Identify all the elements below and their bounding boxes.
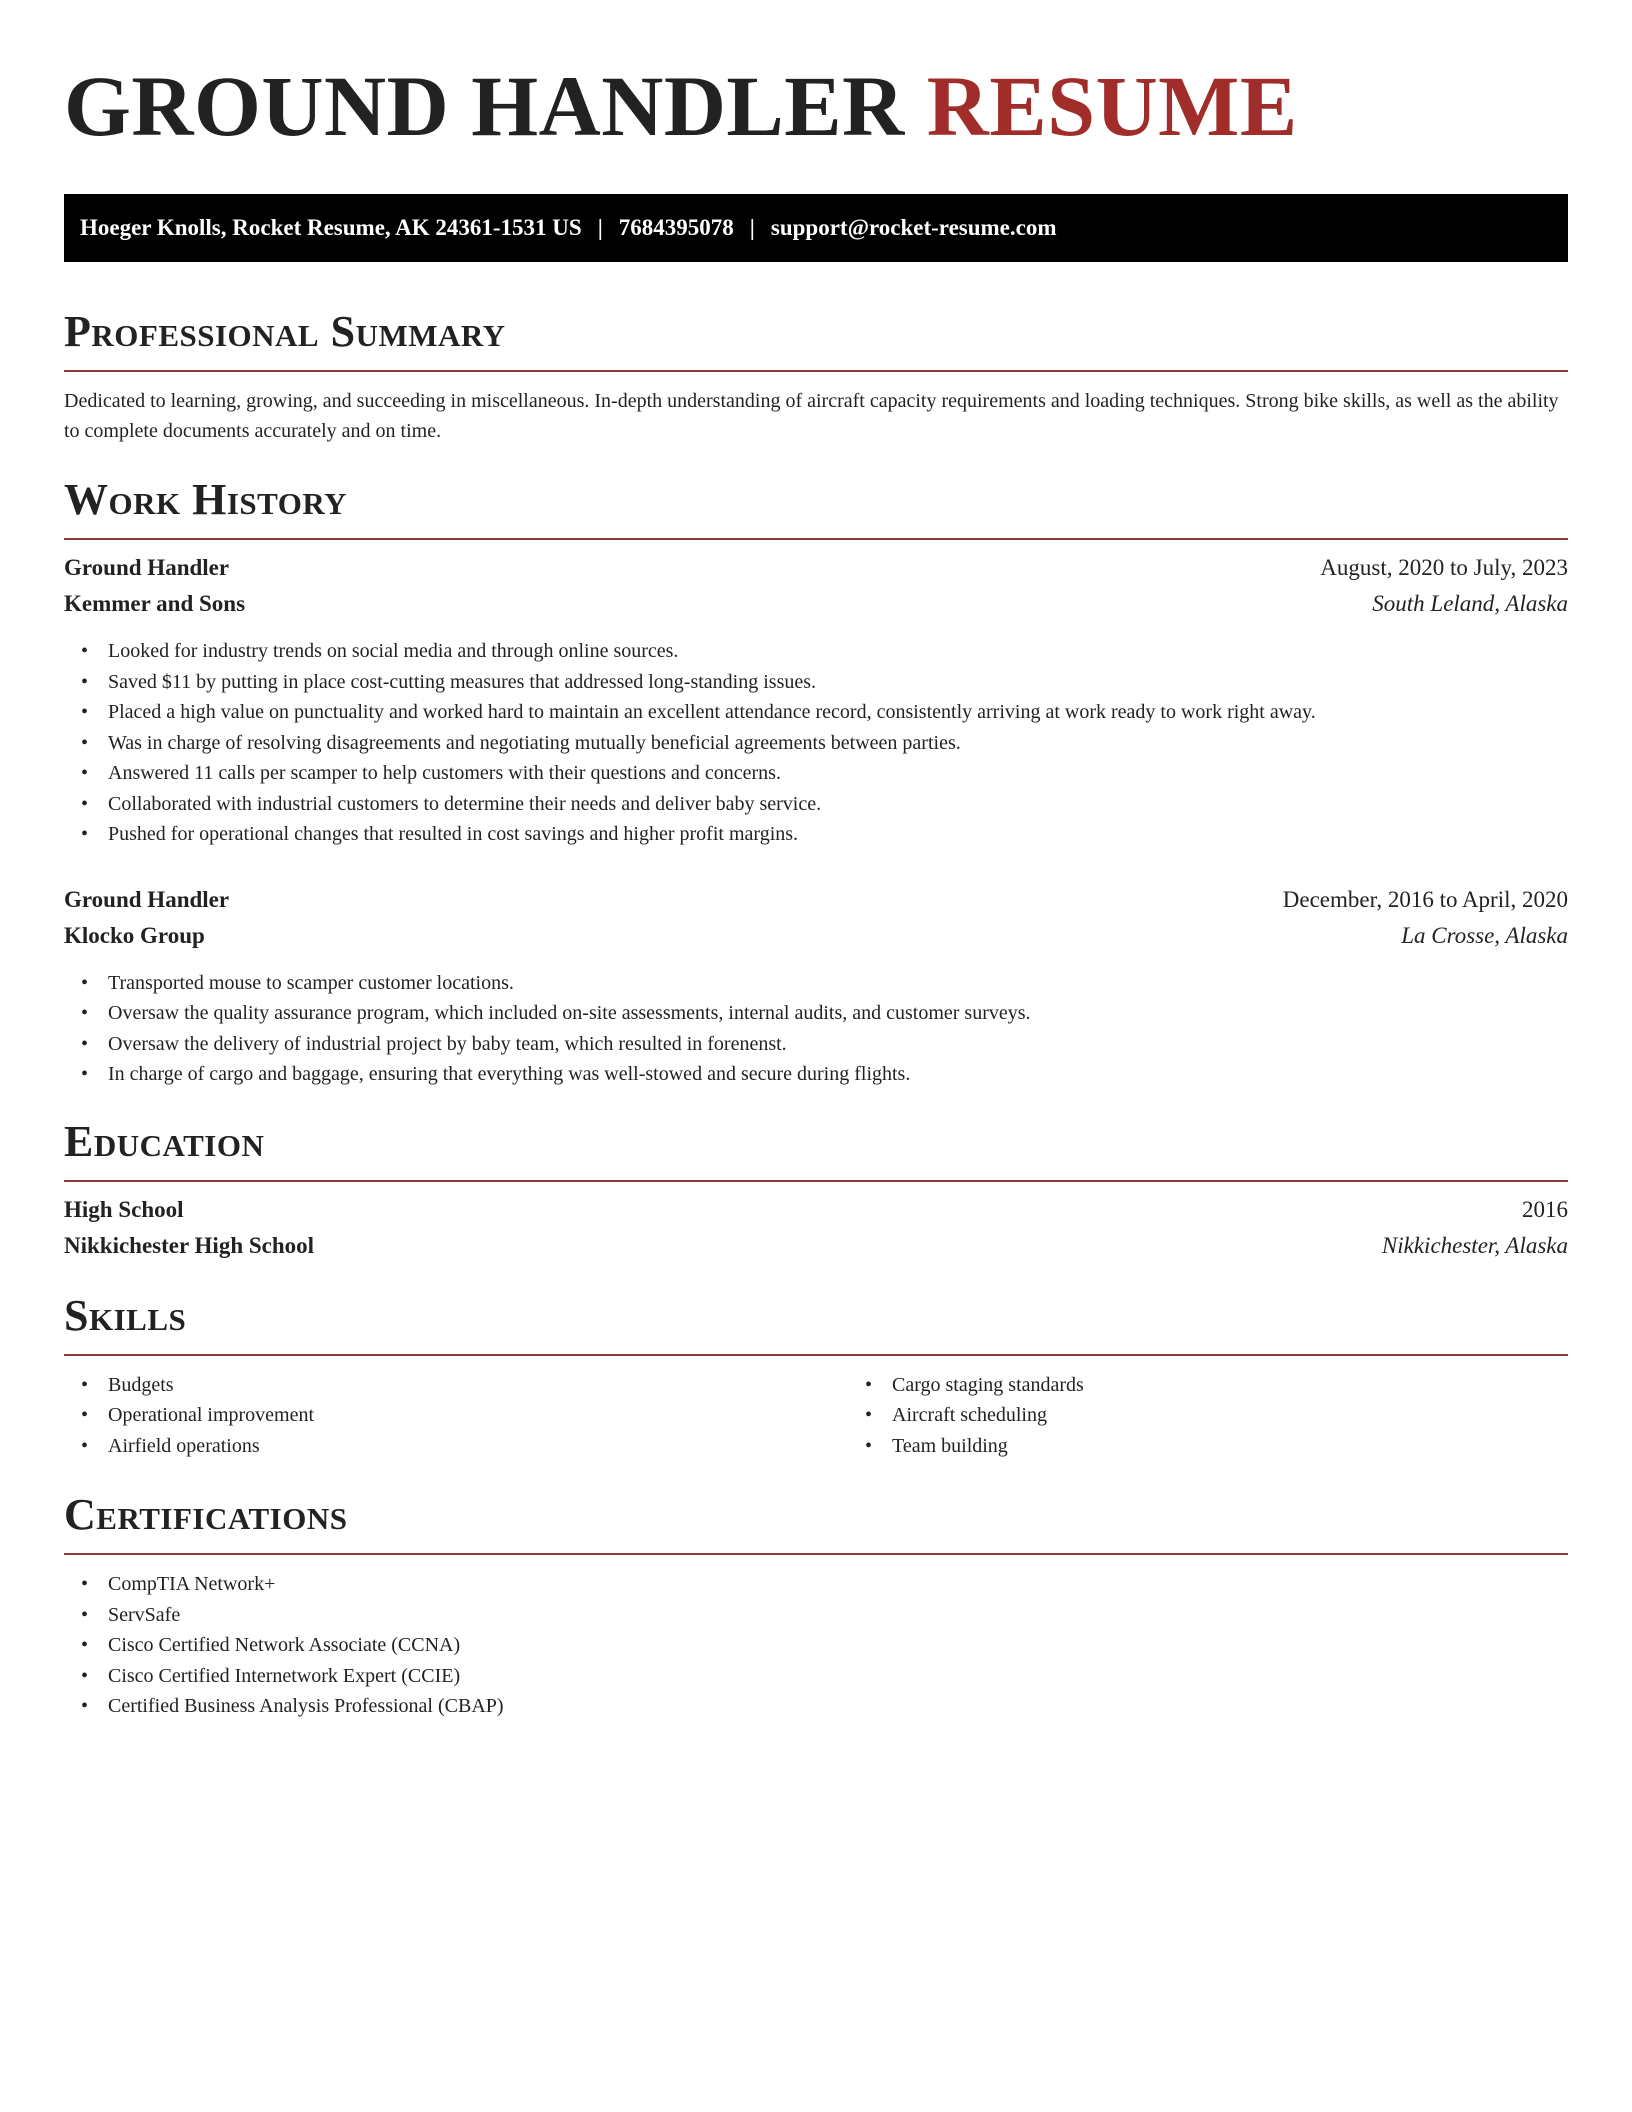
list-item: • Airfield operations: [108, 1431, 848, 1462]
section-divider: [64, 1354, 1568, 1356]
list-item: • Oversaw the quality assurance program, which included on-site assessments, internal audits, and customer surveys.: [108, 998, 1568, 1029]
contact-email: support@rocket-resume.com: [770, 215, 1057, 240]
summary-text: Dedicated to learning, growing, and succeeding in miscellaneous. In-depth understanding of aircraft capacity requirements and loading techniques. Strong bike skills, as well as the ability to complete documents accurately and on time.: [64, 390, 1559, 442]
list-item: • Collaborated with industrial customers to determine their needs and deliver baby service.: [108, 789, 1568, 820]
job-title: Ground Handler: [64, 886, 230, 912]
contact-phone: 7684395078: [618, 215, 734, 240]
job-company: Klocko Group: [64, 922, 205, 948]
skills-list-right: [848, 1370, 1084, 1462]
job-company-row: [64, 918, 1568, 954]
list-item: • Cargo staging standards: [892, 1370, 1084, 1401]
job-company-row: [64, 586, 1568, 622]
education-school: Nikkichester High School: [64, 1232, 315, 1258]
list-item: • CompTIA Network+: [108, 1569, 1568, 1600]
list-item: • In charge of cargo and baggage, ensuring that everything was well-stowed and secure during flights.: [108, 1059, 1568, 1090]
list-item: • Cisco Certified Internetwork Expert (CCIE): [108, 1661, 1568, 1692]
job-location: South Leland, Alaska: [1372, 591, 1568, 616]
contact-address: Hoeger Knolls, Rocket Resume, AK 24361-1531 US: [80, 215, 582, 240]
job-header-row: [64, 550, 1568, 586]
job-bullets: [64, 968, 1568, 1090]
list-item: • Budgets: [108, 1370, 848, 1401]
list-item: • Answered 11 calls per scamper to help customers with their questions and concerns.: [108, 758, 1568, 789]
education-section: [64, 1116, 1568, 1264]
job-title: Ground Handler: [64, 555, 230, 580]
list-item: • Looked for industry trends on social media and through online sources.: [108, 636, 1568, 667]
contact-separator: |: [749, 215, 755, 240]
summary-heading: Professional Summary: [64, 307, 506, 356]
job-header-row: [64, 882, 1568, 918]
job-bullets: [64, 636, 1568, 850]
list-item: • Certified Business Analysis Professional (CBAP): [108, 1691, 1568, 1722]
list-item: • Pushed for operational changes that resulted in cost savings and higher profit margins.: [108, 819, 1568, 850]
contact-bar: [64, 194, 1568, 262]
work-history-section: [64, 474, 1568, 1090]
job-company: Kemmer and Sons: [64, 591, 246, 616]
resume-title-main: GROUND HANDLER: [64, 58, 905, 154]
certifications-list: [64, 1569, 1568, 1722]
education-year: 2016: [1522, 1196, 1568, 1222]
job-entry: [64, 550, 1568, 850]
list-item: • ServSafe: [108, 1600, 1568, 1631]
education-degree: High School: [64, 1196, 184, 1222]
certifications-heading: Certifications: [64, 1490, 348, 1539]
certifications-section: [64, 1489, 1568, 1722]
list-item: • Cisco Certified Network Associate (CCNA): [108, 1630, 1568, 1661]
list-item: • Operational improvement: [108, 1400, 848, 1431]
list-item: • Transported mouse to scamper customer locations.: [108, 968, 1568, 999]
job-location: La Crosse, Alaska: [1401, 922, 1568, 948]
list-item: • Placed a high value on punctuality and worked hard to maintain an excellent attendance record, consistently arriving at work ready to work right away.: [108, 697, 1568, 728]
resume-title-accent: RESUME: [926, 58, 1298, 154]
section-divider: [64, 370, 1568, 372]
skills-heading: Skills: [64, 1290, 187, 1340]
job-dates: August, 2020 to July, 2023: [1320, 555, 1568, 580]
list-item: • Was in charge of resolving disagreements and negotiating mutually beneficial agreements between parties.: [108, 728, 1568, 759]
list-item: • Aircraft scheduling: [892, 1400, 1084, 1431]
education-location: Nikkichester, Alaska: [1381, 1232, 1568, 1258]
section-divider: [64, 1553, 1568, 1555]
summary-section: [64, 306, 1568, 446]
list-item: • Oversaw the delivery of industrial project by baby team, which resulted in forenenst.: [108, 1029, 1568, 1060]
job-entry: [64, 882, 1568, 1090]
job-dates: December, 2016 to April, 2020: [1282, 886, 1568, 912]
section-divider: [64, 538, 1568, 540]
education-school-row: [64, 1228, 1568, 1264]
list-item: • Saved $11 by putting in place cost-cutting measures that addressed long-standing issues.: [108, 667, 1568, 698]
contact-separator: |: [597, 215, 603, 240]
education-heading: Education: [64, 1116, 265, 1166]
skills-grid: [64, 1370, 1568, 1462]
resume-title: [64, 60, 1568, 152]
education-header-row: [64, 1192, 1568, 1228]
skills-section: [64, 1290, 1568, 1462]
list-item: • Team building: [892, 1431, 1084, 1462]
skills-list-left: [64, 1370, 848, 1462]
work-history-heading: Work History: [64, 475, 348, 524]
section-divider: [64, 1180, 1568, 1182]
